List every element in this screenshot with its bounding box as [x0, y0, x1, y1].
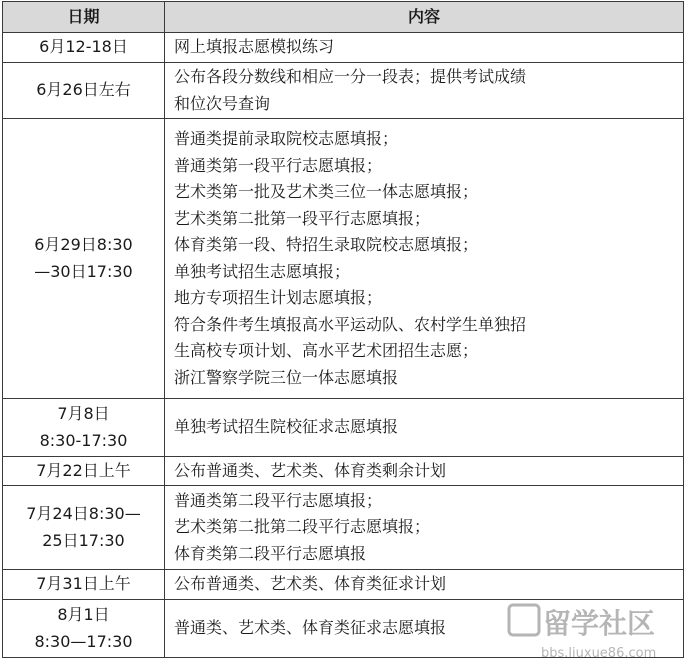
content-line: 艺术类第二批第二段平行志愿填报；	[174, 517, 431, 537]
date-line: 6月29日8:30	[34, 235, 133, 254]
table-row	[3, 486, 684, 570]
date-line: 7月22日上午	[36, 460, 131, 480]
date-line: 7月8日	[57, 404, 110, 423]
content-line: 符合条件考生填报高水平运动队、农村学生单独招	[174, 314, 527, 334]
content-cell	[165, 63, 684, 119]
content-line: 和位次号查询	[174, 93, 271, 113]
content-line: 普通类、艺术类、体育类征求志愿填报	[174, 618, 447, 638]
schedule-table	[2, 1, 684, 658]
date-line: 7月31日上午	[36, 574, 131, 594]
date-line: 6月12-18日	[39, 37, 128, 57]
table-row	[3, 399, 684, 457]
date-line: 8:30-17:30	[39, 430, 128, 450]
content-line: 艺术类第一批及艺术类三位一体志愿填报；	[174, 182, 479, 201]
content-line: 浙江警察学院三位一体志愿填报	[174, 367, 399, 387]
content-line: 生高校专项计划、高水平艺术团招生志愿；	[174, 341, 479, 360]
date-line: 25日17:30	[42, 530, 125, 550]
header-row	[3, 2, 684, 33]
content-line: 网上填报志愿模拟练习	[174, 37, 335, 57]
table-row	[3, 457, 684, 486]
date-line: 8月1日	[57, 605, 110, 624]
content-line: 艺术类第二批第一段平行志愿填报；	[174, 208, 431, 228]
watermark-text: 留学社区	[543, 607, 656, 640]
content-cell	[165, 486, 684, 570]
content-line: 地方专项招生计划志愿填报；	[174, 288, 383, 307]
content-line: 公布普通类、艺术类、体育类征求计划	[174, 574, 447, 594]
table-row	[3, 119, 684, 399]
date-cell	[3, 486, 165, 570]
date-line: 7月24日8:30—	[26, 504, 141, 523]
content-cell	[165, 600, 684, 658]
content-line: 普通类第一段平行志愿填报；	[174, 155, 383, 175]
content-line: 普通类第二段平行志愿填报；	[174, 490, 383, 510]
content-line: 公布普通类、艺术类、体育类剩余计划	[174, 460, 447, 480]
date-cell	[3, 63, 165, 119]
date-cell	[3, 119, 165, 399]
date-cell	[3, 33, 165, 63]
content-line: 体育类第一段、特招生录取院校志愿填报；	[174, 235, 479, 254]
table-row	[3, 33, 684, 63]
header-date: 日期	[3, 2, 165, 33]
date-cell	[3, 457, 165, 486]
watermark-url: bbs.liuxue86.com	[541, 646, 657, 661]
header-content: 内容	[165, 2, 684, 33]
date-cell	[3, 600, 165, 658]
table-row	[3, 600, 684, 658]
content-cell	[165, 33, 684, 63]
date-cell	[3, 570, 165, 600]
content-line: 单独考试招生志愿填报；	[174, 261, 351, 281]
content-line: 单独考试招生院校征求志愿填报	[174, 417, 399, 437]
content-cell	[165, 399, 684, 457]
date-line: 8:30—17:30	[34, 631, 133, 651]
date-line: —30日17:30	[34, 261, 133, 281]
content-line: 公布各段分数线和相应一分一段表；提供考试成绩	[174, 67, 527, 86]
content-cell	[165, 457, 684, 486]
content-line: 普通类提前录取院校志愿填报；	[174, 129, 399, 148]
date-line: 6月26日左右	[36, 80, 131, 100]
content-cell	[165, 119, 684, 399]
content-cell	[165, 570, 684, 600]
date-cell	[3, 399, 165, 457]
table-row	[3, 570, 684, 600]
table-row	[3, 63, 684, 119]
content-line: 体育类第二段平行志愿填报	[174, 543, 367, 563]
